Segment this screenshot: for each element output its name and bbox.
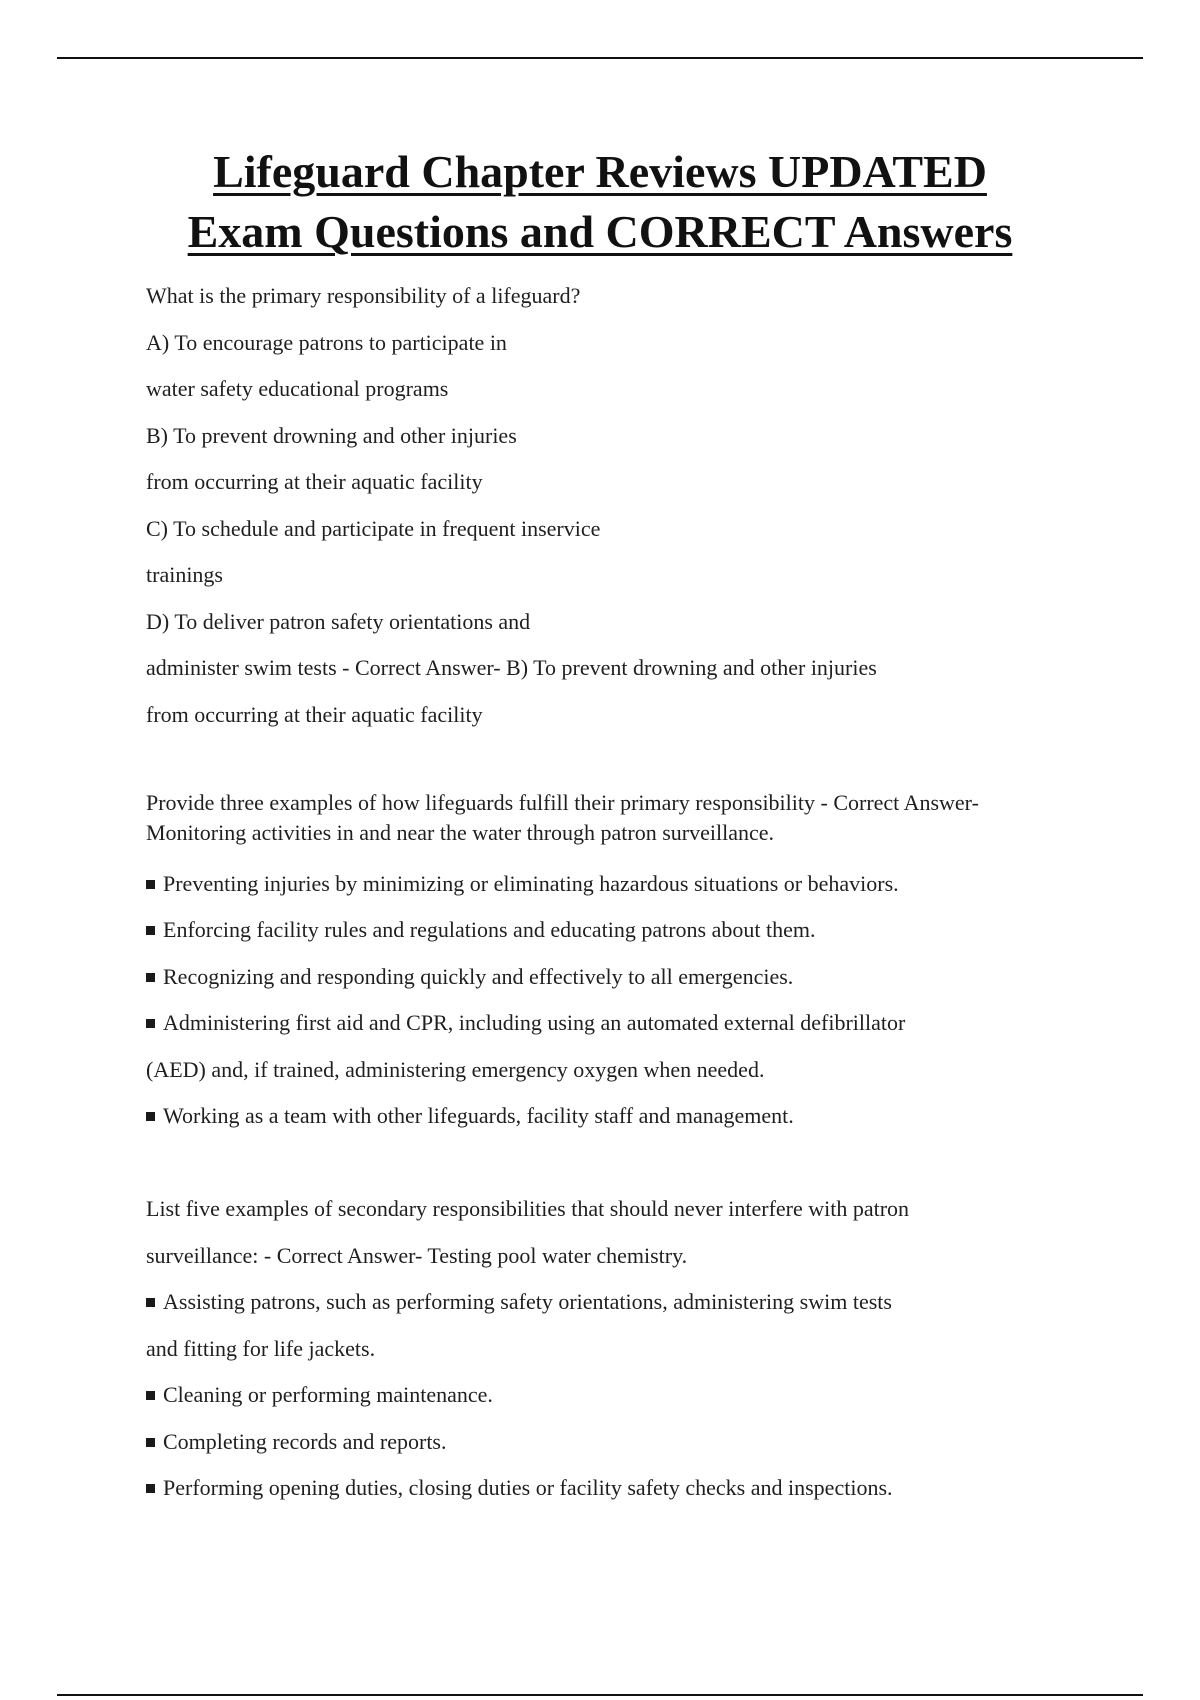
- list-item-continuation: (AED) and, if trained, administering emergency oxygen when needed.: [146, 1056, 765, 1082]
- question-2-intro: Provide three examples of how lifeguards fulfill their primary responsibility - Correct Answer- Monitoring activities in and near the water through patron surveillance.: [146, 789, 979, 845]
- list-item: Working as a team with other lifeguards, facility staff and management.: [146, 1096, 1006, 1143]
- list-item: Completing records and reports.: [146, 1422, 1006, 1469]
- list-item-continuation: and fitting for life jackets.: [146, 1335, 376, 1361]
- question-1: [146, 276, 1006, 741]
- answer-line-2: from occurring at their aquatic facility: [146, 701, 483, 727]
- list-item: Recognizing and responding quickly and effectively to all emergencies.: [146, 957, 1006, 1004]
- option-b-line-1: B) To prevent drowning and other injuries: [146, 422, 517, 448]
- list-item: Performing opening duties, closing duties or facility safety checks and inspections.: [146, 1468, 1006, 1515]
- title-line-2: Exam Questions and CORRECT Answers: [187, 206, 1013, 257]
- list-item: Enforcing facility rules and regulations and educating patrons about them.: [146, 910, 1006, 957]
- top-divider: [57, 57, 1143, 59]
- answer-line-1: administer swim tests - Correct Answer- B) To prevent drowning and other injuries: [146, 655, 877, 680]
- option-d-line-1: D) To deliver patron safety orientations and: [146, 608, 531, 634]
- bullet-square-icon: [146, 1112, 155, 1121]
- list-item: Cleaning or performing maintenance.: [146, 1375, 1006, 1422]
- document-body: [146, 276, 1006, 1515]
- section-spacer: [146, 1143, 1006, 1190]
- option-a-line-2: water safety educational programs: [146, 376, 449, 401]
- bullet-square-icon: [146, 1391, 155, 1400]
- option-c-line-2: trainings: [146, 562, 223, 587]
- list-item: Preventing injuries by minimizing or eliminating hazardous situations or behaviors.: [146, 864, 1006, 911]
- section-spacer: [146, 741, 1006, 788]
- question-3-intro-line-1: List five examples of secondary responsibilities that should never interfere with patron: [146, 1196, 910, 1221]
- bullet-square-icon: [146, 1298, 155, 1307]
- title-line-1: Lifeguard Chapter Reviews UPDATED: [213, 146, 987, 197]
- option-b-line-2: from occurring at their aquatic facility: [146, 469, 483, 494]
- option-a-line-1: A) To encourage patrons to participate in: [146, 329, 507, 355]
- list-item: Assisting patrons, such as performing safety orientations, administering swim tests: [146, 1282, 1006, 1329]
- bottom-divider: [57, 1694, 1143, 1696]
- question-1-prompt: What is the primary responsibility of a lifeguard?: [146, 283, 581, 308]
- document-title: [0, 142, 1200, 262]
- bullet-square-icon: [146, 973, 155, 982]
- question-3: [146, 1189, 1006, 1515]
- question-2: [146, 788, 1006, 1143]
- bullet-square-icon: [146, 880, 155, 889]
- bullet-square-icon: [146, 1019, 155, 1028]
- option-c-line-1: C) To schedule and participate in frequent inservice: [146, 515, 601, 541]
- bullet-square-icon: [146, 926, 155, 935]
- bullet-square-icon: [146, 1484, 155, 1493]
- question-3-intro-line-2: surveillance: - Correct Answer- Testing pool water chemistry.: [146, 1242, 688, 1268]
- list-item: Administering first aid and CPR, including using an automated external defibrillator: [146, 1003, 1006, 1050]
- bullet-square-icon: [146, 1438, 155, 1447]
